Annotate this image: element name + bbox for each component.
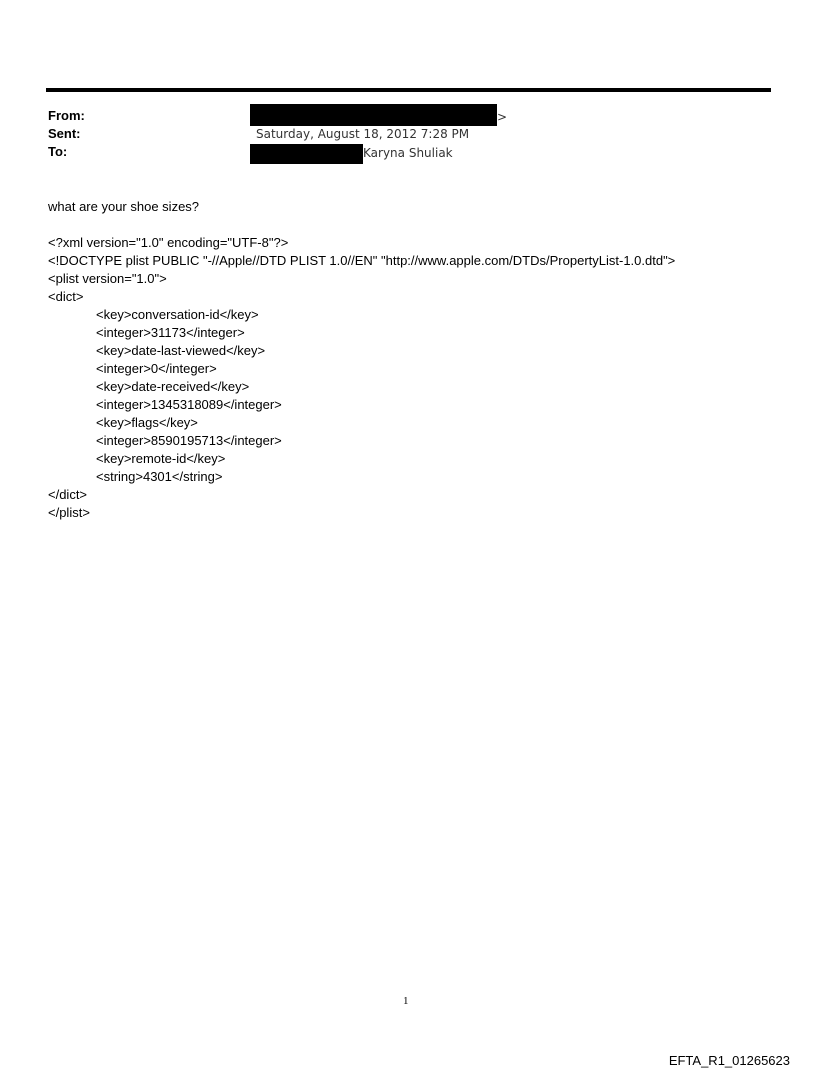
plist-entry: <integer>1345318089</integer>: [96, 397, 282, 412]
header-rule: [46, 88, 771, 92]
plist-doctype: <!DOCTYPE plist PUBLIC "-//Apple//DTD PLIST 1.0//EN" "http://www.apple.com/DTDs/PropertyList-1.0.dtd">: [48, 253, 676, 268]
plist-entry: <key>flags</key>: [96, 415, 198, 430]
dict-close-tag: </dict>: [48, 487, 88, 502]
page-number: 1: [403, 995, 409, 1007]
bates-number: EFTA_R1_01265623: [668, 1053, 790, 1068]
plist-close-tag: </plist>: [48, 505, 90, 520]
plist-entry: <key>date-last-viewed</key>: [96, 343, 266, 358]
plist-xml-declaration: <?xml version="1.0" encoding="UTF-8"?>: [48, 235, 289, 250]
plist-open-tag: <plist version="1.0">: [48, 271, 167, 286]
sent-value: Saturday, August 18, 2012 7:28 PM: [256, 127, 470, 141]
sent-label: Sent:: [48, 126, 81, 141]
from-value-suffix: >: [497, 110, 508, 124]
plist-entry: <integer>8590195713</integer>: [96, 433, 282, 448]
plist-entry: <integer>31173</integer>: [96, 325, 245, 340]
plist-entry: <string>4301</string>: [96, 469, 223, 484]
plist-entry: <key>remote-id</key>: [96, 451, 226, 466]
redaction-to: [250, 144, 363, 164]
plist-entry: <integer>0</integer>: [96, 361, 217, 376]
to-label: To:: [48, 144, 68, 159]
plist-entry: <key>date-received</key>: [96, 379, 250, 394]
plist-entry: <key>conversation-id</key>: [96, 307, 259, 322]
from-label: From:: [48, 108, 85, 123]
to-value: Karyna Shuliak: [363, 146, 453, 160]
redaction-from: [250, 104, 497, 126]
dict-open-tag: <dict>: [48, 289, 84, 304]
message-body: what are your shoe sizes?: [48, 199, 200, 214]
